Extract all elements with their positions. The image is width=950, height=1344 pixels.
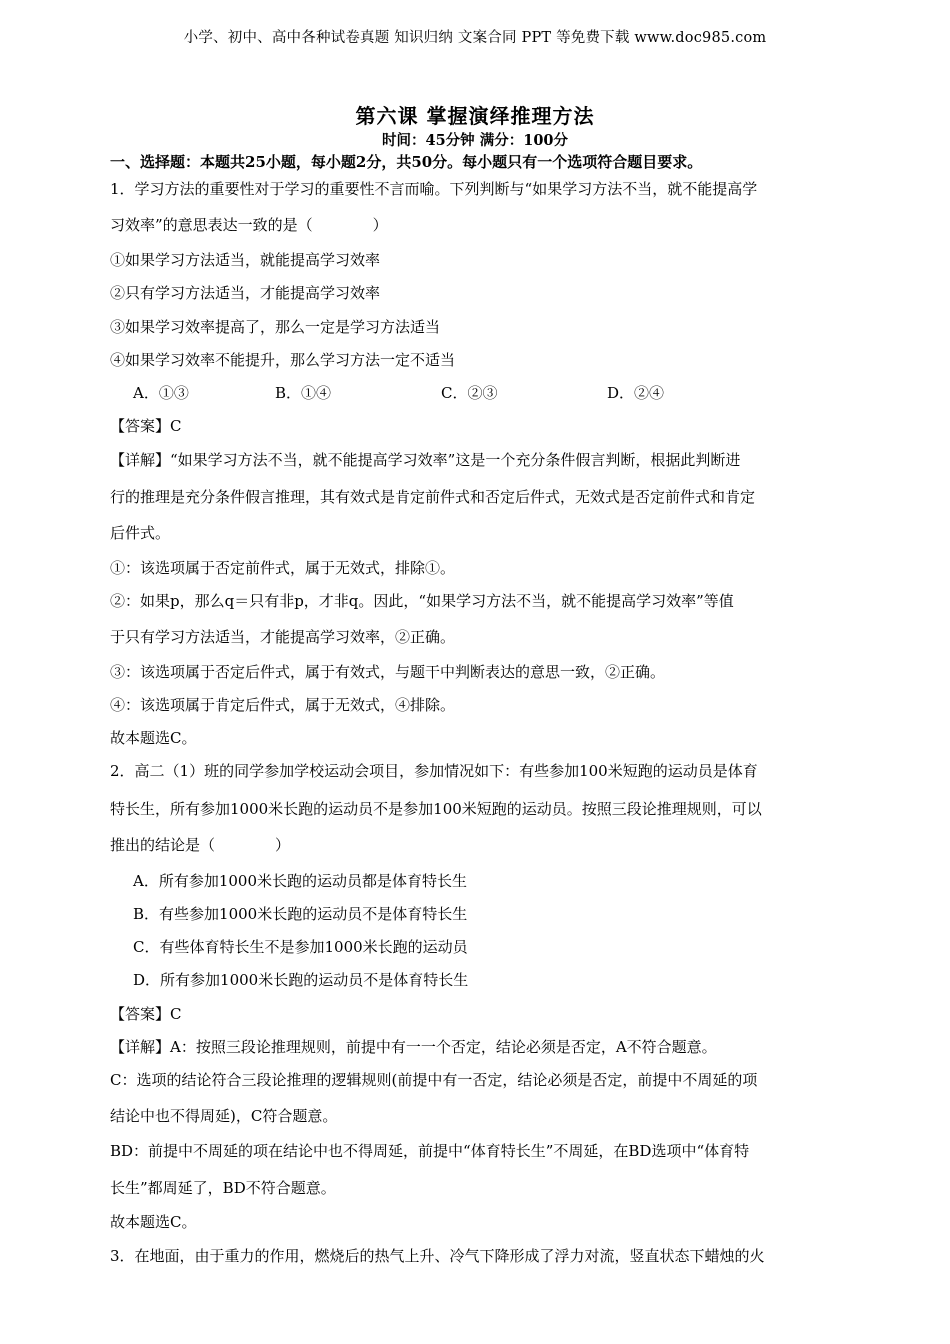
page-title: 第六课 掌握演绎推理方法: [355, 104, 595, 128]
q1-answer: 【答案】C: [110, 417, 182, 435]
q1-option-d: D．②④: [607, 384, 665, 402]
q1-conclusion: 故本题选C。: [110, 729, 197, 747]
page-header: 小学、初中、高中各种试卷真题 知识归纳 文案合同 PPT 等免费下载 www.doc985.com: [183, 30, 767, 46]
q1-explanation-line-7: ③：该选项属于否定后件式，属于有效式，与题干中判断表达的意思一致，②正确。: [110, 663, 666, 681]
q2-explanation-line-3: 结论中也不得周延)，C符合题意。: [110, 1107, 338, 1125]
q2-explanation-line-5: 长生”都周延了，BD不符合题意。: [110, 1179, 336, 1197]
q1-option-a: A．①③: [133, 384, 189, 402]
q1-item-4: ④如果学习效率不能提升，那么学习方法一定不适当: [110, 351, 456, 369]
section-heading: 一、选择题：本题共25小题，每小题2分，共50分。每小题只有一个选项符合题目要求。: [110, 153, 703, 171]
q2-option-b: B．有些参加1000米长跑的运动员不是体育特长生: [133, 905, 468, 923]
q3-stem-line-1: 3．在地面，由于重力的作用，燃烧后的热气上升、冷气下降形成了浮力对流，竖直状态下蜡烛的火: [110, 1247, 765, 1265]
q2-option-a: A．所有参加1000米长跑的运动员都是体育特长生: [133, 872, 468, 890]
q2-stem-line-2: 特长生，所有参加1000米长跑的运动员不是参加100米短跑的运动员。按照三段论推理规则，可以: [110, 800, 762, 818]
q1-option-b: B．①④: [275, 384, 332, 402]
q2-answer: 【答案】C: [110, 1005, 182, 1023]
q2-explanation-line-2: C：选项的结论符合三段论推理的逻辑规则(前提中有一否定，结论必须是否定，前提中不周延的项: [110, 1071, 758, 1089]
q1-explanation-line-1: 【详解】“如果学习方法不当，就不能提高学习效率”这是一个充分条件假言判断，根据此判断进: [110, 451, 741, 469]
q1-explanation-line-2: 行的推理是充分条件假言推理，其有效式是肯定前件式和否定后件式，无效式是否定前件式和肯定: [110, 488, 756, 506]
q1-item-3: ③如果学习效率提高了，那么一定是学习方法适当: [110, 318, 441, 336]
exam-info: 时间：45分钟 满分：100分: [382, 132, 568, 149]
q2-option-d: D．所有参加1000米长跑的运动员不是体育特长生: [133, 971, 469, 989]
q1-explanation-line-6: 于只有学习方法适当，才能提高学习效率，②正确。: [110, 628, 456, 646]
q2-explanation-line-1: 【详解】A：按照三段论推理规则，前提中有一一个否定，结论必须是否定，A不符合题意。: [110, 1038, 717, 1056]
q1-explanation-line-5: ②：如果p，那么q＝只有非p，才非q。因此，“如果学习方法不当，就不能提高学习效率”等值: [110, 592, 734, 610]
q2-stem-line-1: 2．高二（1）班的同学参加学校运动会项目，参加情况如下：有些参加100米短跑的运动员是体育: [110, 762, 758, 780]
q1-item-1: ①如果学习方法适当，就能提高学习效率: [110, 251, 381, 269]
q1-explanation-line-4: ①：该选项属于否定前件式，属于无效式，排除①。: [110, 559, 456, 577]
q1-explanation-line-3: 后件式。: [110, 524, 171, 542]
q1-explanation-line-8: ④：该选项属于肯定后件式，属于无效式，④排除。: [110, 696, 456, 714]
q1-option-c: C．②③: [441, 384, 498, 402]
q2-conclusion: 故本题选C。: [110, 1213, 197, 1231]
q1-stem-line-1: 1．学习方法的重要性对于学习的重要性不言而喻。下列判断与“如果学习方法不当，就不能提高学: [110, 180, 758, 198]
q2-explanation-line-4: BD：前提中不周延的项在结论中也不得周延，前提中“体育特长生”不周延，在BD选项中“体育特: [110, 1142, 750, 1160]
q2-option-c: C．有些体育特长生不是参加1000米长跑的运动员: [133, 938, 468, 956]
q1-item-2: ②只有学习方法适当，才能提高学习效率: [110, 284, 381, 302]
q2-stem-line-3: 推出的结论是（ ）: [110, 836, 291, 854]
q1-stem-line-2: 习效率”的意思表达一致的是（ ）: [110, 216, 388, 234]
